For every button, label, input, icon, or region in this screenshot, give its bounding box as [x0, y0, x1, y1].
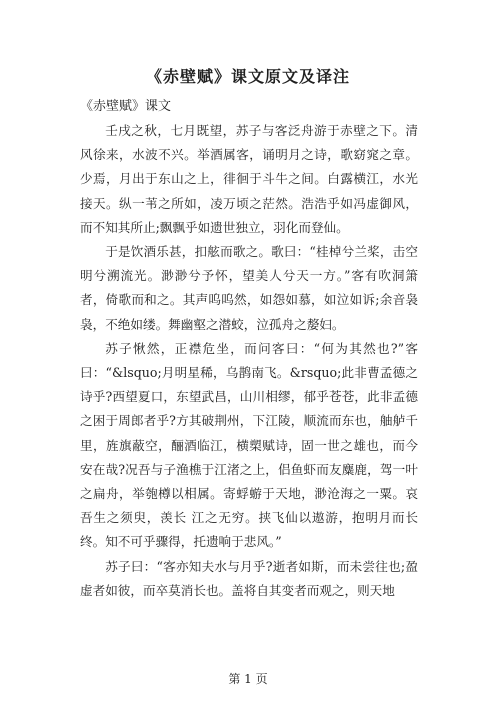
paragraph-1: 壬戌之秋，七月既望，苏子与客泛舟游于赤壁之下。清风徐来，水波不兴。举酒属客，诵明月之诗，歌窈窕之章。少焉，月出于东山之上，徘徊于斗牛之间。白露横江，水光接天。纵一苇之所如，凌万顷之茫然。浩浩乎如冯虚御风，而不知其所止;飘飘乎如遗世独立，羽化而登仙。	[80, 123, 418, 235]
paragraph-3: 苏子愀然，正襟危坐，而问客曰：“何为其然也?”客曰：“&lsquo;月明星稀，乌鹊南飞。&rsquo;此非曹孟德之诗乎?西望夏口，东望武昌，山川相缪，郁乎苍苍，此非孟德之困于周郎者乎?方其破荆州，下江陵，顺流而东也，舳舻千里，旌旗蔽空，酾酒临江，横槊赋诗，固一世之雄也，而今安在哉?况吾与子渔樵于江渚之上，侣鱼虾而友麋鹿，驾一叶之扁舟，举匏樽以相属。寄蜉蝣于天地，渺沧海之一粟。哀吾生之须臾，羡长 江之无穷。挟飞仙以遨游，抱明月而长终。知不可乎骤得，托遗响于悲风。”	[80, 340, 418, 550]
paragraph-2: 于是饮酒乐甚，扣舷而歌之。歌曰：“桂棹兮兰桨，击空明兮溯流光。渺渺兮予怀，望美人兮天一方。”客有吹洞箫者，倚歌而和之。其声呜呜然，如怨如慕，如泣如诉;余音袅袅，不绝如缕。舞幽壑之潜蛟，泣孤舟之嫠妇。	[80, 244, 418, 332]
page-title: 《赤壁赋》课文原文及译注	[145, 67, 350, 86]
section-heading: 《赤壁赋》课文	[80, 99, 172, 114]
paragraph-4: 苏子曰：“客亦知夫水与月乎?逝者如斯，而未尝往也;盈虚者如彼，而卒莫消长也。盖将自其变者而观之，则天地	[80, 558, 418, 598]
page-number: 第 1 页	[228, 672, 268, 686]
document-body	[80, 119, 418, 603]
